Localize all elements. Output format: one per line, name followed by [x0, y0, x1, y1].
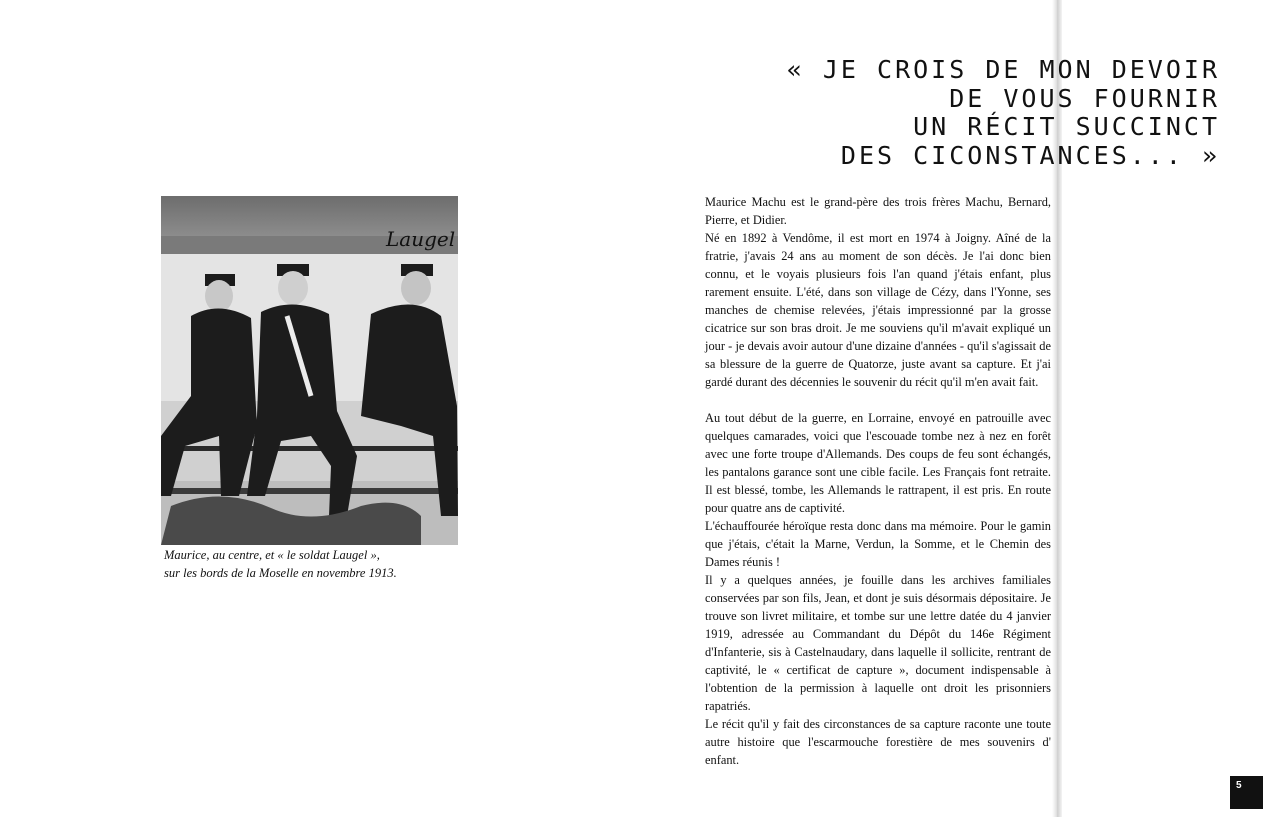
- body-paragraph: L'échauffourée héroïque resta donc dans ma mémoire. Pour le gamin que j'étais, c'était la Marne, Verdun, la Somme, et le Chemin des Dames réunis !: [705, 519, 1051, 569]
- photo-signature: Laugel: [386, 227, 456, 251]
- body-paragraph: Il y a quelques années, je fouille dans les archives familiales conservées par son fils, Jean, et dont je suis désormais dépositaire. Je trouve son livret militaire, et tombe sur une lettre datée du 4 janvier 1919, adressée au Commandant du Dépôt du 146e Régiment d'Infanterie, sis à Castelnaudary, dans laquelle il sollicite, rentrant de captivité, le « certificat de capture », document indispensable à l'obtention de la permission à laquelle ont droit les prisonniers rapatriés.: [705, 573, 1051, 713]
- historical-photo: [161, 196, 458, 545]
- caption-line: sur les bords de la Moselle en novembre 1913.: [164, 566, 397, 580]
- paragraph-spacer: [705, 391, 1051, 409]
- body-paragraph: Maurice Machu est le grand-père des trois frères Machu, Bernard, Pierre, et Didier.: [705, 195, 1051, 227]
- body-paragraph: Au tout début de la guerre, en Lorraine, envoyé en patrouille avec quelques camarades, voici que l'escouade tombe nez à nez en forêt avec une forte troupe d'Allemands. Des coups de feu sont échangés, les pantalons garance sont une cible facile. Les Français font retraite. Il est blessé, tombe, les Allemands le rattrapent, il est pris. En route pour quatre ans de captivité.: [705, 411, 1051, 515]
- article-body: [705, 193, 1051, 769]
- caption-line: Maurice, au centre, et « le soldat Laugel »,: [164, 548, 380, 562]
- page-number: 5: [1230, 776, 1263, 809]
- body-paragraph: Né en 1892 à Vendôme, il est mort en 1974 à Joigny. Aîné de la fratrie, j'avais 24 ans au moment de son décès. Je l'ai donc bien connu, et le voyais plusieurs fois l'an quand j'étais enfant, plus rarement ensuite. L'été, dans son village de Cézy, dans l'Yonne, ses manches de chemise relevées, j'étais impressionné par la grosse cicatrice sur son bras droit. Je me souviens qu'il m'avait expliqué un jour - je devais avoir autour d'une dizaine d'années - qu'il s'agissait de sa blessure de la guerre de Quatorze, juste avant sa capture. Et j'ai gardé durant des décennies le souvenir du récit qu'il m'en avait fait.: [705, 231, 1051, 389]
- body-paragraph: Le récit qu'il y fait des circonstances de sa capture raconte une toute autre histoire que l'escarmouche forestière de mes souvenirs d' enfant.: [705, 717, 1051, 767]
- photo-caption: [164, 546, 454, 582]
- page-headline: « JE CROIS DE MON DEVOIR DE VOUS FOURNIR UN RÉCIT SUCCINCT DES CICONSTANCES... »: [786, 55, 1220, 170]
